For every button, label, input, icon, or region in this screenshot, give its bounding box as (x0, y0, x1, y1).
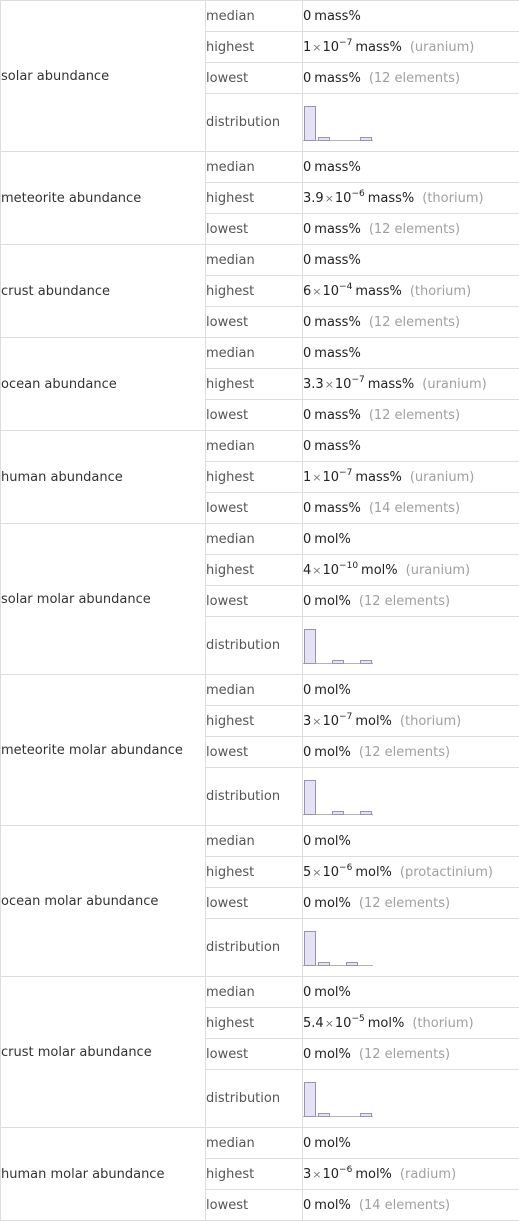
statistic-label: highest (206, 1159, 303, 1190)
histogram-bar (305, 106, 316, 140)
property-label: solar molar abundance (1, 524, 206, 675)
statistic-value (303, 675, 519, 706)
statistic-label: highest (206, 276, 303, 307)
value-note: (radium) (400, 1167, 456, 1182)
value-number: 0 (303, 594, 311, 609)
statistic-label: distribution (206, 768, 303, 826)
property-label: human abundance (1, 431, 206, 524)
value-exponent: −7 (339, 468, 352, 478)
value-coefficient: 6 (303, 284, 311, 299)
value-unit: mol% (314, 896, 351, 911)
value-unit: mass% (314, 315, 361, 330)
statistic-value (303, 1159, 519, 1190)
statistic-label: median (206, 977, 303, 1008)
value-unit: mol% (355, 865, 392, 880)
value-base-ten: 10 (335, 191, 352, 206)
property-row-meteorite-abundance (1, 152, 519, 183)
histogram-bar (361, 811, 372, 814)
value-base-ten: 10 (323, 865, 340, 880)
statistic-label: highest (206, 183, 303, 214)
value-note: (12 elements) (369, 222, 460, 237)
value-unit: mass% (314, 9, 361, 24)
value-number: 0 (303, 683, 311, 698)
value-unit: mol% (361, 563, 398, 578)
value-number: 0 (303, 253, 311, 268)
statistic-label: distribution (206, 919, 303, 977)
value-unit: mass% (314, 501, 361, 516)
statistic-label: distribution (206, 1070, 303, 1128)
statistic-value (303, 63, 519, 94)
statistic-value (303, 307, 519, 338)
histogram-bar (347, 962, 358, 965)
histogram-bar (305, 780, 316, 814)
value-unit: mass% (314, 71, 361, 86)
value-base-ten: 10 (323, 714, 340, 729)
value-unit: mol% (314, 1136, 351, 1151)
value-number: 0 (303, 9, 311, 24)
statistic-label: lowest (206, 737, 303, 768)
value-number: 0 (303, 501, 311, 516)
value-number: 0 (303, 1198, 311, 1213)
statistic-value (303, 617, 519, 675)
value-exponent: −6 (339, 1165, 352, 1175)
statistic-value (303, 214, 519, 245)
histogram-bar (319, 962, 330, 965)
value-number: 0 (303, 160, 311, 175)
property-row-solar-molar-abundance (1, 524, 519, 555)
value-coefficient: 3.3 (303, 377, 324, 392)
value-note: (12 elements) (359, 1047, 450, 1062)
value-note: (thorium) (400, 714, 461, 729)
value-unit: mass% (314, 253, 361, 268)
value-number: 0 (303, 408, 311, 423)
value-note: (uranium) (406, 563, 470, 578)
property-label: human molar abundance (1, 1128, 206, 1221)
statistic-value (303, 737, 519, 768)
value-unit: mol% (314, 834, 351, 849)
value-number: 0 (303, 532, 311, 547)
value-note: (12 elements) (369, 408, 460, 423)
value-note: (thorium) (410, 284, 471, 299)
value-note: (12 elements) (369, 71, 460, 86)
statistic-label: highest (206, 462, 303, 493)
statistic-label: median (206, 826, 303, 857)
statistic-value (303, 369, 519, 400)
distribution-histogram (303, 927, 375, 969)
value-unit: mass% (355, 284, 402, 299)
statistic-value (303, 338, 519, 369)
statistic-value (303, 431, 519, 462)
property-row-solar-abundance (1, 1, 519, 32)
property-row-crust-molar-abundance (1, 977, 519, 1008)
value-unit: mol% (314, 532, 351, 547)
value-number: 0 (303, 346, 311, 361)
times-sign: × (311, 471, 322, 484)
value-number: 0 (303, 315, 311, 330)
property-row-human-abundance (1, 431, 519, 462)
distribution-histogram (303, 1078, 375, 1120)
value-note: (thorium) (412, 1016, 473, 1031)
value-exponent: −6 (339, 863, 352, 873)
value-unit: mass% (314, 346, 361, 361)
value-exponent: −6 (351, 189, 364, 199)
value-base-ten: 10 (323, 563, 340, 578)
statistic-value (303, 1, 519, 32)
statistic-value (303, 1128, 519, 1159)
value-coefficient: 4 (303, 563, 311, 578)
value-unit: mass% (355, 470, 402, 485)
value-exponent: −4 (339, 282, 352, 292)
value-note: (uranium) (422, 377, 486, 392)
statistic-label: highest (206, 555, 303, 586)
statistic-label: distribution (206, 94, 303, 152)
times-sign: × (324, 192, 335, 205)
value-coefficient: 1 (303, 40, 311, 55)
value-unit: mol% (314, 985, 351, 1000)
statistic-label: lowest (206, 1190, 303, 1221)
value-exponent: −7 (339, 712, 352, 722)
property-label: ocean molar abundance (1, 826, 206, 977)
property-row-human-molar-abundance (1, 1128, 519, 1159)
histogram-bar (305, 1082, 316, 1116)
property-label: meteorite abundance (1, 152, 206, 245)
value-note: (12 elements) (359, 745, 450, 760)
statistic-label: lowest (206, 400, 303, 431)
value-exponent: −7 (351, 375, 364, 385)
value-unit: mol% (355, 714, 392, 729)
abundance-table-body (1, 1, 519, 1221)
statistic-label: lowest (206, 307, 303, 338)
distribution-histogram (303, 776, 375, 818)
statistic-label: median (206, 152, 303, 183)
statistic-value (303, 94, 519, 152)
property-label: solar abundance (1, 1, 206, 152)
value-unit: mol% (355, 1167, 392, 1182)
statistic-label: lowest (206, 493, 303, 524)
statistic-label: lowest (206, 1039, 303, 1070)
statistic-value (303, 276, 519, 307)
statistic-label: highest (206, 369, 303, 400)
value-unit: mass% (314, 222, 361, 237)
value-number: 0 (303, 439, 311, 454)
value-number: 0 (303, 222, 311, 237)
statistic-label: lowest (206, 586, 303, 617)
times-sign: × (311, 564, 322, 577)
value-base-ten: 10 (323, 470, 340, 485)
value-note: (thorium) (422, 191, 483, 206)
value-coefficient: 5.4 (303, 1016, 324, 1031)
property-label: crust molar abundance (1, 977, 206, 1128)
statistic-value (303, 1070, 519, 1128)
value-note: (12 elements) (369, 315, 460, 330)
statistic-label: lowest (206, 214, 303, 245)
value-exponent: −5 (351, 1014, 364, 1024)
value-unit: mass% (368, 377, 415, 392)
statistic-value (303, 1008, 519, 1039)
value-number: 0 (303, 834, 311, 849)
statistic-value (303, 768, 519, 826)
histogram-bar (361, 1113, 372, 1116)
value-note: (12 elements) (359, 594, 450, 609)
distribution-histogram (303, 102, 375, 144)
times-sign: × (311, 1168, 322, 1181)
property-label: meteorite molar abundance (1, 675, 206, 826)
statistic-value (303, 32, 519, 63)
statistic-value (303, 524, 519, 555)
statistic-label: lowest (206, 888, 303, 919)
property-row-meteorite-molar-abundance (1, 675, 519, 706)
times-sign: × (311, 285, 322, 298)
value-unit: mass% (314, 408, 361, 423)
value-number: 0 (303, 985, 311, 1000)
statistic-label: median (206, 245, 303, 276)
statistic-value (303, 152, 519, 183)
value-base-ten: 10 (323, 1167, 340, 1182)
times-sign: × (311, 866, 322, 879)
statistic-label: median (206, 1128, 303, 1159)
statistic-label: median (206, 338, 303, 369)
value-unit: mol% (314, 683, 351, 698)
statistic-value (303, 977, 519, 1008)
times-sign: × (324, 1017, 335, 1030)
value-coefficient: 3 (303, 1167, 311, 1182)
statistic-label: highest (206, 857, 303, 888)
property-row-ocean-molar-abundance (1, 826, 519, 857)
statistic-value (303, 826, 519, 857)
value-unit: mol% (314, 594, 351, 609)
value-unit: mass% (314, 439, 361, 454)
value-note: (12 elements) (359, 896, 450, 911)
statistic-label: highest (206, 32, 303, 63)
value-unit: mass% (314, 160, 361, 175)
statistic-label: distribution (206, 617, 303, 675)
statistic-label: median (206, 675, 303, 706)
statistic-value (303, 245, 519, 276)
histogram-bar (305, 629, 316, 663)
value-note: (14 elements) (359, 1198, 450, 1213)
value-number: 0 (303, 71, 311, 86)
value-base-ten: 10 (323, 284, 340, 299)
histogram-bar (333, 811, 344, 814)
statistic-value (303, 183, 519, 214)
statistic-value (303, 888, 519, 919)
value-unit: mol% (314, 1047, 351, 1062)
value-exponent: −7 (339, 38, 352, 48)
value-unit: mol% (314, 745, 351, 760)
histogram-bar (305, 931, 316, 965)
times-sign: × (324, 378, 335, 391)
times-sign: × (311, 715, 322, 728)
statistic-value (303, 400, 519, 431)
value-coefficient: 5 (303, 865, 311, 880)
value-unit: mass% (368, 191, 415, 206)
value-base-ten: 10 (323, 40, 340, 55)
statistic-value (303, 1190, 519, 1221)
statistic-value (303, 706, 519, 737)
value-base-ten: 10 (335, 1016, 352, 1031)
property-row-ocean-abundance (1, 338, 519, 369)
statistic-value (303, 857, 519, 888)
property-row-crust-abundance (1, 245, 519, 276)
value-number: 0 (303, 745, 311, 760)
value-number: 0 (303, 896, 311, 911)
value-note: (14 elements) (369, 501, 460, 516)
histogram-bar (319, 1113, 330, 1116)
value-number: 0 (303, 1136, 311, 1151)
times-sign: × (311, 41, 322, 54)
value-unit: mass% (355, 40, 402, 55)
histogram-bar (361, 660, 372, 663)
value-number: 0 (303, 1047, 311, 1062)
value-note: (uranium) (410, 40, 474, 55)
statistic-value (303, 493, 519, 524)
value-note: (protactinium) (400, 865, 493, 880)
value-base-ten: 10 (335, 377, 352, 392)
statistic-label: highest (206, 1008, 303, 1039)
value-note: (uranium) (410, 470, 474, 485)
statistic-value (303, 1039, 519, 1070)
histogram-bar (319, 137, 330, 140)
value-coefficient: 3 (303, 714, 311, 729)
statistic-label: highest (206, 706, 303, 737)
statistic-value (303, 919, 519, 977)
distribution-histogram (303, 625, 375, 667)
property-label: ocean abundance (1, 338, 206, 431)
statistic-value (303, 555, 519, 586)
value-coefficient: 3.9 (303, 191, 324, 206)
statistic-label: median (206, 431, 303, 462)
value-exponent: −10 (339, 561, 358, 571)
statistic-value (303, 462, 519, 493)
statistic-label: lowest (206, 63, 303, 94)
value-unit: mol% (314, 1198, 351, 1213)
property-label: crust abundance (1, 245, 206, 338)
value-unit: mol% (368, 1016, 405, 1031)
histogram-bar (361, 137, 372, 140)
statistic-label: median (206, 1, 303, 32)
statistic-value (303, 586, 519, 617)
histogram-bar (333, 660, 344, 663)
statistic-label: median (206, 524, 303, 555)
value-coefficient: 1 (303, 470, 311, 485)
